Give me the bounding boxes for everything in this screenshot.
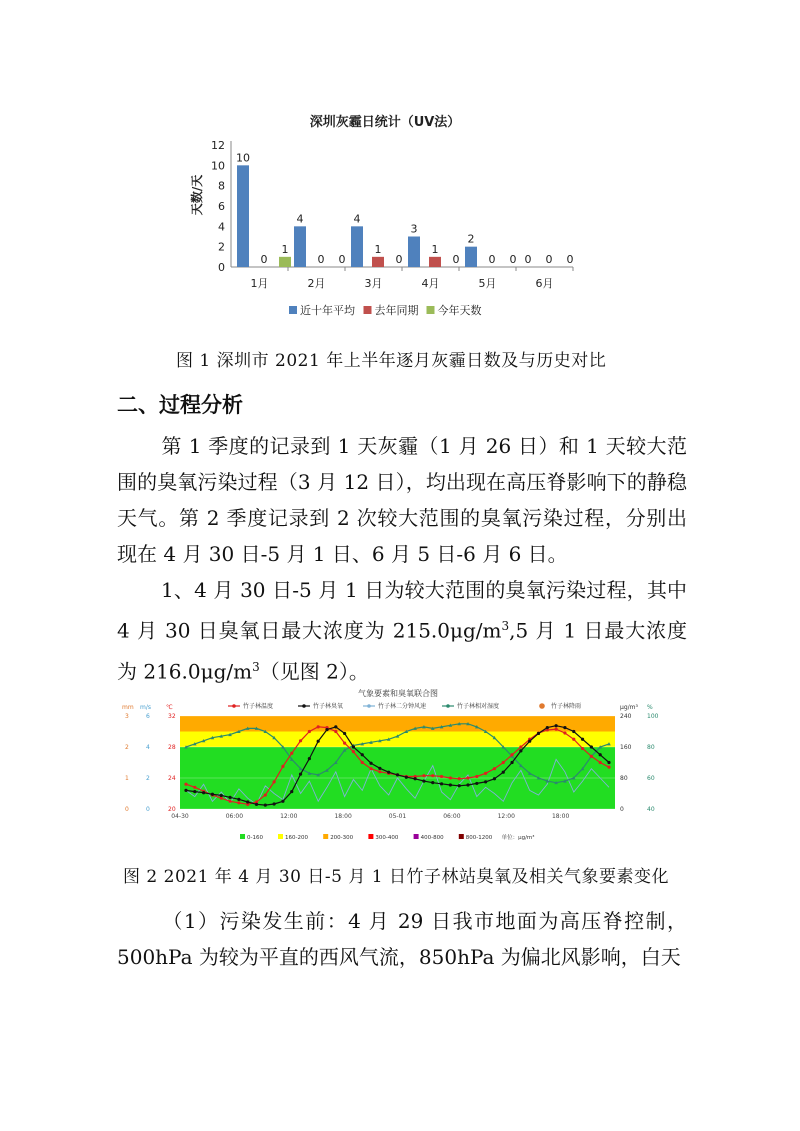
series-point	[599, 753, 602, 756]
figure1-caption: 图 1 深圳市 2021 年上半年逐月灰霾日数及与历史对比	[176, 351, 607, 371]
x-tick-label: 2月	[307, 277, 326, 290]
y-tick-ms: 0	[146, 806, 150, 813]
band-legend-swatch	[368, 834, 373, 839]
series-point	[607, 766, 610, 769]
series-point	[607, 761, 610, 764]
x-tick-label: 1月	[250, 277, 269, 290]
series-point	[202, 791, 205, 794]
paragraph-2	[117, 572, 687, 689]
series-point	[458, 784, 461, 787]
legend-label: 竹子林臭氧	[313, 703, 344, 710]
y-tick-label: 4	[218, 220, 225, 234]
series-point	[220, 794, 223, 797]
series-point	[237, 798, 240, 801]
series-point	[466, 776, 469, 779]
series-point	[590, 755, 593, 758]
series-point	[546, 726, 549, 729]
series-point	[237, 801, 240, 804]
legend-marker	[539, 703, 545, 709]
series-point	[458, 777, 461, 780]
legend-marker	[232, 704, 236, 708]
bar-value-label: 0	[509, 253, 517, 266]
y-tick-label: 12	[211, 139, 225, 152]
series-point	[299, 773, 302, 776]
y-tick-mm: 0	[125, 806, 129, 813]
bar-value-label: 1	[374, 242, 382, 256]
haze-days-bar-chart	[185, 100, 585, 335]
band-legend-label: 200-300	[330, 835, 354, 841]
bar-value-label: 0	[260, 253, 268, 266]
y-tick-rh: 80	[647, 744, 655, 751]
series-point	[493, 777, 496, 780]
series-point	[449, 783, 452, 786]
series-point	[519, 749, 522, 752]
series-point	[422, 780, 425, 783]
series-point	[273, 802, 276, 805]
bar	[351, 226, 363, 267]
bar-value-label: 0	[452, 253, 460, 266]
series-point	[572, 730, 575, 733]
series-point	[572, 738, 575, 741]
series-point	[281, 765, 284, 768]
bar-value-label: 2	[467, 232, 475, 246]
bar-value-label: 0	[566, 253, 574, 266]
series-point	[299, 739, 302, 742]
legend-label: 竹子林相对湿度	[457, 703, 500, 710]
paragraph-1	[117, 428, 687, 572]
unit-temp: ℃	[166, 704, 173, 711]
y-tick-rh: 60	[647, 775, 655, 782]
series-point	[361, 753, 364, 756]
y-axis-label: 天数/天	[190, 174, 204, 216]
legend-marker	[367, 704, 371, 708]
series-point	[396, 773, 399, 776]
bar-value-label: 1	[281, 242, 289, 256]
series-point	[334, 725, 337, 728]
bar-value-label: 0	[338, 253, 346, 266]
series-point	[599, 761, 602, 764]
paragraph-2-text-b: ,5 月 1 日最大浓度为 216.0μg/m	[117, 618, 687, 684]
legend-marker	[446, 704, 450, 708]
ozone-level-band	[180, 732, 615, 748]
series-point	[431, 781, 434, 784]
band-legend-label: 300-400	[375, 835, 399, 841]
y-tick-o3: 0	[620, 806, 624, 813]
series-point	[440, 775, 443, 778]
series-point	[343, 732, 346, 735]
y-tick-label: 6	[218, 200, 225, 213]
series-point	[369, 762, 372, 765]
superscript-unit-1: 3	[501, 619, 510, 633]
bar-value-label: 3	[410, 222, 418, 236]
paragraph-3	[117, 903, 687, 975]
series-point	[440, 782, 443, 785]
legend-label: 近十年平均	[300, 304, 355, 317]
series-point	[308, 730, 311, 733]
band-legend-swatch	[323, 834, 328, 839]
bar	[429, 257, 441, 267]
y-tick-o3: 80	[620, 775, 628, 782]
series-point	[431, 774, 434, 777]
legend-label: 竹子林降雨	[551, 703, 582, 710]
series-point	[414, 777, 417, 780]
band-legend-label: 160-200	[285, 835, 308, 841]
y-tick-mm: 3	[125, 713, 129, 720]
legend-swatch	[364, 306, 372, 314]
series-point	[290, 790, 293, 793]
series-point	[581, 747, 584, 750]
band-legend-unit: 单位：μg/m³	[501, 835, 535, 841]
series-point	[273, 780, 276, 783]
unit-rh: %	[647, 704, 653, 711]
haze-days-chart-svg	[185, 100, 585, 335]
series-point	[422, 774, 425, 777]
x-tick-label: 12:00	[497, 813, 515, 820]
legend-label: 去年同期	[374, 304, 419, 317]
bar	[408, 237, 420, 268]
y-tick-rh: 100	[647, 713, 659, 720]
series-point	[510, 753, 513, 756]
y-tick-temp: 32	[168, 713, 176, 720]
bar	[294, 226, 306, 267]
series-point	[378, 770, 381, 773]
series-point	[590, 745, 593, 748]
series-point	[352, 750, 355, 753]
series-point	[255, 803, 258, 806]
series-point	[193, 790, 196, 793]
series-point	[369, 767, 372, 770]
bar	[372, 257, 384, 267]
series-point	[343, 742, 346, 745]
x-tick-label: 4月	[421, 277, 440, 290]
x-tick-label: 06:00	[443, 813, 461, 820]
series-point	[264, 793, 267, 796]
y-tick-ms: 6	[146, 713, 150, 720]
y-tick-temp: 20	[168, 806, 176, 813]
series-point	[334, 730, 337, 733]
series-point	[502, 761, 505, 764]
series-point	[228, 796, 231, 799]
x-tick-label: 04-30	[171, 813, 189, 820]
x-tick-label: 05-01	[388, 813, 407, 820]
y-tick-ms: 4	[146, 744, 150, 751]
bar	[279, 257, 291, 267]
y-tick-o3: 160	[620, 744, 632, 751]
series-point	[308, 757, 311, 760]
series-point	[563, 731, 566, 734]
series-point	[325, 728, 328, 731]
bar-value-label: 0	[488, 253, 496, 266]
unit-o3: μg/m³	[620, 704, 638, 711]
legend-marker	[302, 704, 306, 708]
x-tick-label: 18:00	[551, 813, 570, 820]
series-point	[537, 732, 540, 735]
y-tick-label: 8	[218, 179, 225, 193]
y-tick-o3: 240	[620, 713, 632, 720]
series-point	[475, 775, 478, 778]
series-point	[317, 725, 320, 728]
series-point	[502, 771, 505, 774]
paragraph-3-text: （1）污染发生前：4 月 29 日我市地面为高压脊控制，500hPa 为较为平直的西风气流，850hPa 为偏北风影响，白天	[117, 909, 687, 969]
bar-value-label: 0	[317, 253, 325, 266]
ozone-meteorology-chart-svg	[120, 688, 680, 850]
legend-label: 今年天数	[437, 304, 482, 317]
series-point	[449, 776, 452, 779]
series-point	[290, 752, 293, 755]
bar-value-label: 4	[296, 212, 304, 226]
x-tick-label: 5月	[478, 277, 497, 290]
bar-value-label: 0	[545, 253, 553, 266]
series-point	[466, 783, 469, 786]
series-point	[211, 793, 214, 796]
series-point	[528, 740, 531, 743]
series-point	[581, 738, 584, 741]
y-tick-rh: 40	[647, 806, 655, 813]
legend-swatch	[427, 306, 435, 314]
x-tick-label: 3月	[364, 277, 383, 290]
series-point	[184, 789, 187, 792]
y-tick-label: 10	[211, 159, 225, 173]
series-point	[361, 761, 364, 764]
y-tick-label: 2	[218, 240, 225, 254]
legend-label: 竹子林二分钟风速	[378, 703, 427, 710]
y-tick-temp: 24	[168, 775, 176, 782]
series-point	[563, 726, 566, 729]
series-point	[317, 740, 320, 743]
series-point	[484, 772, 487, 775]
bar	[465, 247, 477, 267]
series-point	[510, 761, 513, 764]
bar-value-label: 4	[353, 212, 361, 226]
x-tick-label: 12:00	[280, 813, 298, 820]
paragraph-1-text: 第 1 季度的记录到 1 天灰霾（1 月 26 日）和 1 天较大范围的臭氧污染过程（3 月 12 日），均出现在高压脊影响下的静稳天气。第 2 季度记录到 2 次较大范围的臭氧污染过程，分别出现在 4 月 30 日-5 月 1 日、6 月 5 日-6 月 6 日。	[117, 434, 687, 566]
series-point	[228, 800, 231, 803]
y-tick-ms: 2	[146, 775, 150, 782]
y-tick-temp: 28	[168, 744, 176, 751]
band-legend-swatch	[414, 834, 419, 839]
y-tick-mm: 2	[125, 744, 129, 751]
series-point	[378, 767, 381, 770]
series-point	[352, 745, 355, 748]
legend-label: 竹子林温度	[243, 703, 274, 710]
chart-title: 气象要素和臭氧联合图	[358, 689, 438, 698]
band-legend-swatch	[459, 834, 464, 839]
series-point	[475, 782, 478, 785]
series-point	[555, 728, 558, 731]
band-legend-swatch	[278, 834, 283, 839]
superscript-unit-2: 3	[252, 659, 260, 674]
y-tick-mm: 1	[125, 775, 129, 782]
ozone-meteorology-chart	[120, 688, 680, 850]
series-point	[264, 804, 267, 807]
bar-value-label: 0	[395, 253, 403, 266]
band-legend-label: 400-800	[420, 835, 444, 841]
band-legend-label: 800-1200	[465, 835, 493, 841]
series-point	[193, 786, 196, 789]
bar-value-label: 10	[236, 151, 250, 165]
section-heading: 二、过程分析	[117, 393, 243, 417]
series-point	[246, 800, 249, 803]
figure2-caption: 图 2 2021 年 4 月 30 日-5 月 1 日竹子林站臭氧及相关气象要素变化	[123, 867, 669, 887]
series-point	[484, 780, 487, 783]
bar-value-label: 1	[431, 242, 439, 256]
x-tick-label: 6月	[535, 277, 554, 290]
bar-value-label: 0	[524, 253, 532, 266]
series-point	[519, 745, 522, 748]
x-tick-label: 06:00	[225, 813, 244, 820]
legend-swatch	[289, 306, 297, 314]
unit-mm: mm	[122, 704, 134, 711]
x-tick-label: 18:00	[334, 813, 352, 820]
series-point	[387, 771, 390, 774]
series-point	[493, 767, 496, 770]
unit-ms: m/s	[140, 704, 151, 711]
y-tick-label: 0	[218, 261, 225, 274]
series-point	[405, 776, 408, 779]
bar	[237, 165, 249, 267]
band-legend-swatch	[240, 834, 245, 839]
series-point	[555, 724, 558, 727]
paragraph-2-text-c: （见图 2）。	[259, 659, 369, 684]
paragraph-2-text-a: 1、4 月 30 日-5 月 1 日为较大范围的臭氧污染过程，其中 4 月 30 日臭氧日最大浓度为 215.0μg/m	[117, 578, 687, 643]
series-point	[281, 800, 284, 803]
band-legend-label: 0-160	[247, 835, 263, 841]
series-point	[184, 783, 187, 786]
chart-title: 深圳灰霾日统计（UV法）	[309, 115, 461, 130]
